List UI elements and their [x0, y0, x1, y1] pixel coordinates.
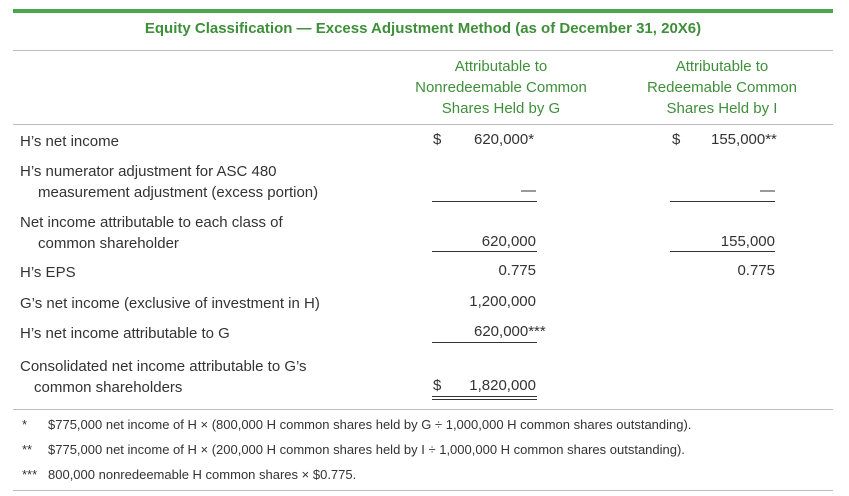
row-label-attributable: Net income attributable to each class of common shareholder	[20, 214, 283, 252]
footnote: * $775,000 net income of H × (800,000 H common shares held by G ÷ 1,000,000 H common shares outstanding).	[22, 417, 692, 432]
value-net-income-i: 155,000**	[711, 131, 777, 148]
row-label-h-attributable-g: H’s net income attributable to G	[20, 325, 230, 342]
column-header-nonredeemable: Attributable to Nonredeemable Common Shares Held by G	[415, 58, 587, 117]
value-consolidated: 1,820,000	[469, 377, 536, 394]
bottom-rule	[13, 490, 833, 491]
underline	[670, 251, 775, 252]
title-divider	[13, 50, 833, 51]
value-numerator-adj-g: —	[521, 182, 536, 199]
underline	[432, 342, 537, 343]
value-attributable-i: 155,000	[720, 233, 775, 250]
underline	[670, 201, 775, 202]
value-eps-i: 0.775	[737, 262, 775, 279]
value-eps-g: 0.775	[498, 262, 536, 279]
row-label-numerator-adjustment: H’s numerator adjustment for ASC 480 measurement adjustment (excess portion)	[20, 163, 319, 201]
value-net-income-g: 620,000*	[474, 131, 535, 148]
double-underline-top	[432, 396, 537, 397]
underline	[432, 201, 537, 202]
table-title: Equity Classification — Excess Adjustment Method (as of December 31, 20X6)	[144, 20, 702, 37]
dollar-sign: $	[433, 131, 442, 148]
header-divider	[13, 124, 833, 125]
dollar-sign: $	[672, 131, 681, 148]
value-g-net-income: 1,200,000	[469, 293, 536, 310]
footnote: ** $775,000 net income of H × (200,000 H common shares held by I ÷ 1,000,000 H common shares outstanding).	[22, 442, 685, 457]
top-accent-bar	[13, 9, 833, 13]
row-label-net-income: H’s net income	[20, 133, 119, 150]
double-underline-bottom	[432, 399, 537, 400]
value-attributable-g: 620,000	[481, 233, 536, 250]
notes-divider	[13, 409, 833, 410]
row-label-eps: H’s EPS	[20, 264, 76, 281]
footnote: *** 800,000 nonredeemable H common shares × $0.775.	[22, 467, 357, 482]
row-label-g-net-income: G’s net income (exclusive of investment in H)	[20, 295, 320, 312]
underline	[432, 251, 537, 252]
column-header-redeemable: Attributable to Redeemable Common Shares Held by I	[646, 58, 798, 117]
value-numerator-adj-i: —	[760, 182, 775, 199]
value-h-attributable-g: 620,000***	[474, 323, 546, 340]
row-label-consolidated: Consolidated net income attributable to G’s common shareholders	[20, 358, 307, 396]
dollar-sign: $	[433, 377, 442, 394]
